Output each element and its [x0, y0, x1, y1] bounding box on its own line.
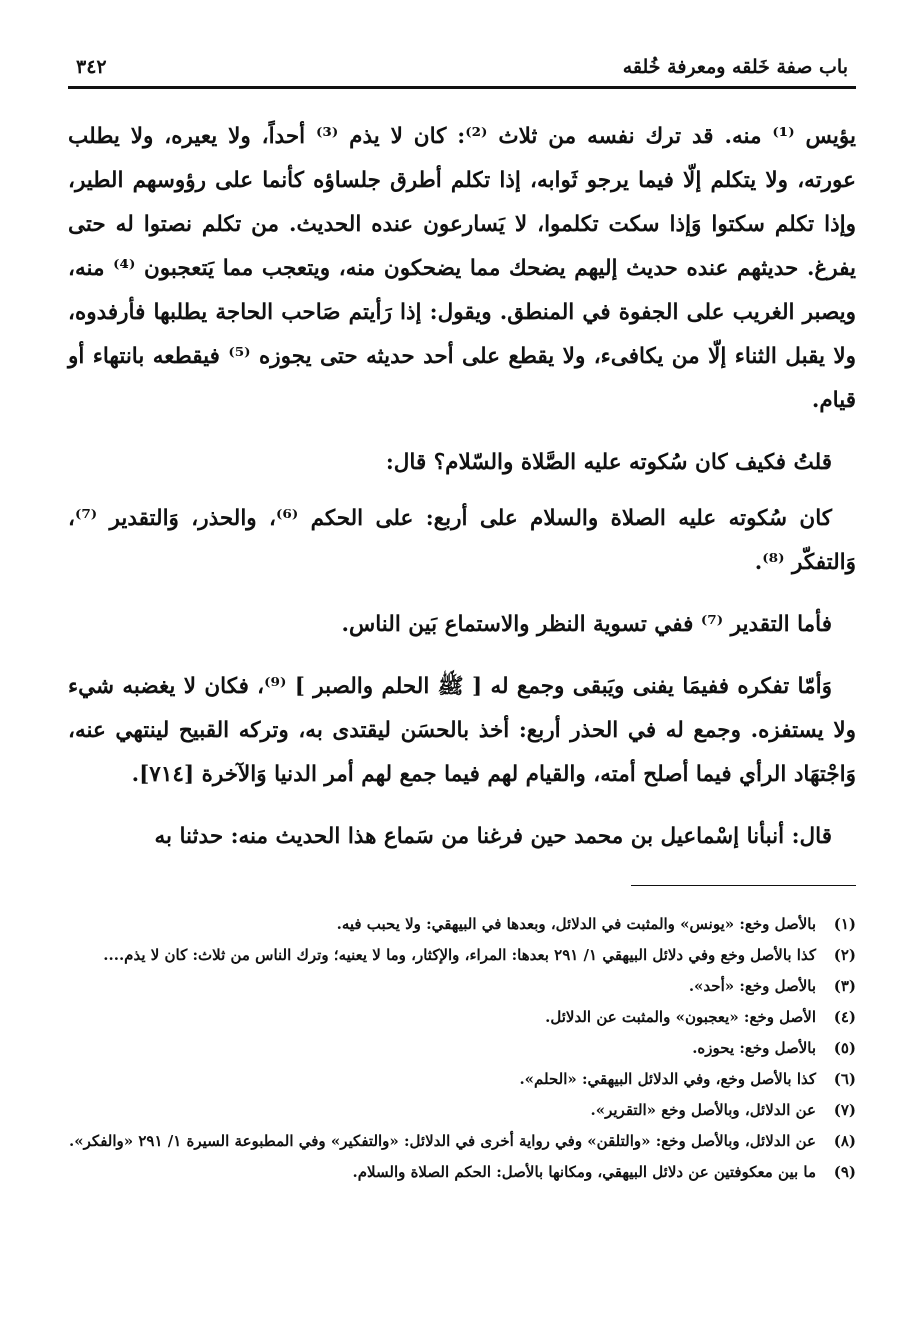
page-number: ٣٤٢ [76, 56, 107, 78]
footnote-number: (٦) [833, 1070, 856, 1088]
footnote [68, 972, 856, 1000]
footnote-number: (٢) [833, 946, 856, 964]
main-text [68, 115, 856, 859]
paragraph: كان سُكوته عليه الصلاة والسلام على أربع: على الحكم ⁽⁶⁾، والحذر، وَالتقدير ⁽⁷⁾، وَالتفكّر ⁽⁸⁾. [68, 506, 856, 575]
footnote-text: كذا بالأصل وخع، وفي الدلائل البيهقي: «الحلم». [519, 1070, 816, 1088]
footnote-number: (٥) [833, 1039, 856, 1057]
paragraph: قلتُ فكيف كان سُكوته عليه الصَّلاة والسّلام؟ قال: [385, 450, 832, 475]
footnote [68, 1127, 856, 1155]
paragraph: قال: أنبأنا إسْماعيل بن محمد حين فرغنا من سَماع هذا الحديث منه: حدثنا به [154, 824, 832, 849]
footnote [68, 1034, 856, 1062]
footnote-number: (٩) [833, 1163, 856, 1181]
footnote [68, 1003, 856, 1031]
footnote [68, 1158, 856, 1186]
footnote-text: ما بين معكوفتين عن دلائل البيهقي، ومكانها بالأصل: الحكم الصلاة والسلام. [352, 1163, 816, 1181]
footnote-text: بالأصل وخع: «يونس» والمثبت في الدلائل، وبعدها في البيهقي: ولا يحبب فيه. [336, 915, 816, 933]
footnote-number: (٤) [833, 1008, 856, 1026]
paragraph: يؤيس ⁽¹⁾ منه. قد ترك نفسه من ثلاث ⁽²⁾: كان لا يذم ⁽³⁾ أحداً، ولا يعيره، ولا يطلب عورته، ولا يتكلم إلّا فيما يرجو ثَوابه، إذا تكلم أطرق جلساؤه كأنما على رؤوسهم الطير، وإذا تكلم سكتوا وَإذا سكت تكلموا، لا يَسارعون عنده الحديث. من تكلم نصتوا له حتى يفرغ. حديثهم عنده حديث إليهم يضحك مما يضحكون منه، ويتعجب مما يَتعجبون ⁽⁴⁾ منه، ويصبر الغريب على الجفوة في المنطق. ويقول: إذا رَأيتم صَاحب الحاجة يطلبها فأرفدوه، ولا يقبل الثناء إلّا من يكافىء، ولا يقطع على أحد حديثه حتى يجوزه ⁽⁵⁾ فيقطعه بانتهاء أو قيام. [68, 124, 857, 413]
paragraph: فأما التقدير ⁽⁷⁾ ففي تسوية النظر والاستماع بَين الناس. [341, 612, 832, 637]
footnote [68, 941, 856, 969]
footnote-number: (٨) [833, 1132, 856, 1150]
footnote-text: عن الدلائل، وبالأصل وخع: «والتلقن» وفي رواية أخرى في الدلائل: «والتفكير» وفي المطبوعة السيرة ١/ ٢٩١ «والفكر». [69, 1132, 816, 1150]
header-rule [68, 86, 856, 89]
footnote [68, 1096, 856, 1124]
footnote-text: الأصل وخع: «يعجبون» والمثبت عن الدلائل. [545, 1008, 816, 1026]
page-header [68, 56, 856, 86]
footnote-text: بالأصل وخع: يحوزه. [692, 1039, 816, 1057]
footnote [68, 1065, 856, 1093]
footnote-text: بالأصل وخع: «أحد». [688, 977, 816, 995]
footnote-number: (١) [833, 915, 856, 933]
footnotes [68, 910, 856, 1186]
footnote-text: كذا بالأصل وخع وفي دلائل البيهقي ١/ ٢٩١ بعدها: المراء، والإكثار، وما لا يعنيه؛ وترك الناس من ثلاث: كان لا يذم.... [103, 946, 816, 964]
footnote-number: (٣) [833, 977, 856, 995]
running-title: باب صفة خَلقه ومعرفة خُلقه [622, 56, 848, 78]
footnote-text: عن الدلائل، وبالأصل وخع «التقرير». [590, 1101, 816, 1119]
footnote-separator [631, 885, 856, 886]
footnote-number: (٧) [833, 1101, 856, 1119]
footnote [68, 910, 856, 938]
paragraph: وَأمّا تفكره ففيمَا يفنى ويَبقى وجمع له [ ﷺ الحلم والصبر ] ⁽⁹⁾، فكان لا يغضبه شيء ولا يستفزه. وجمع له في الحذر أربع: أخذ بالحسَن ليقتدى به، وتركه القبيح لينتهي عنه، وَاجْتهَاد الرأي فيما أصلح أمته، والقيام لهم فيما جمع لهم أمر الدنيا وَالآخرة [٧١٤]. [68, 674, 856, 787]
